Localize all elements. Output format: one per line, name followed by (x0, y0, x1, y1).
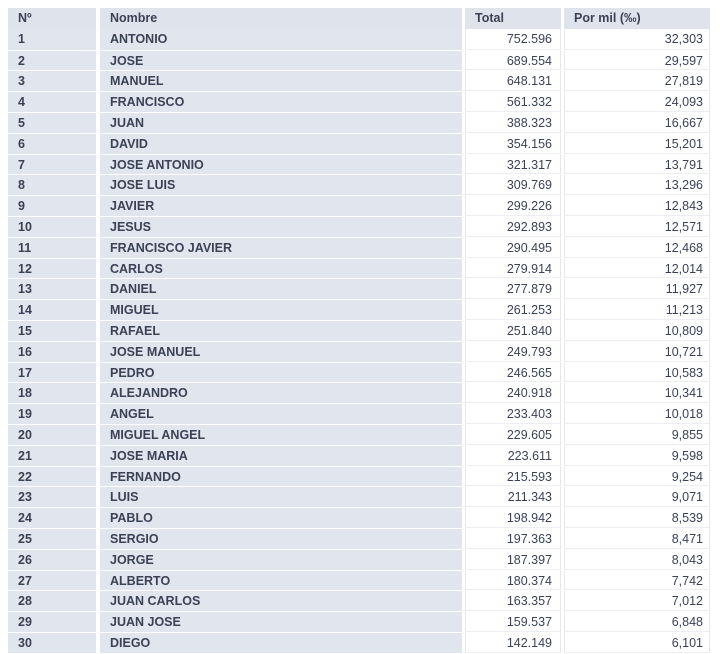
table-row (8, 611, 714, 632)
row-name-cell: JAVIER (100, 195, 462, 216)
table-row (8, 466, 714, 487)
row-num-cell: 14 (8, 299, 96, 320)
row-num-cell: 11 (8, 237, 96, 258)
row-num-cell: 24 (8, 507, 96, 528)
row-total-cell: 752.596 (465, 29, 561, 50)
row-por-mil-cell: 11,927 (564, 278, 710, 299)
row-name-cell: ALEJANDRO (100, 382, 462, 403)
names-table (8, 8, 714, 653)
header-name: Nombre (100, 8, 462, 29)
row-total-cell: 249.793 (465, 341, 561, 362)
row-num-cell: 15 (8, 320, 96, 341)
row-name-cell: CARLOS (100, 258, 462, 279)
table-header-row (8, 8, 714, 29)
row-por-mil-cell: 10,018 (564, 403, 710, 424)
row-por-mil-cell: 24,093 (564, 91, 710, 112)
header-por-mil: Por mil (‰) (564, 8, 710, 29)
row-por-mil-cell: 10,583 (564, 362, 710, 383)
row-name-cell: ALBERTO (100, 570, 462, 591)
row-num-cell: 12 (8, 258, 96, 279)
row-name-cell: SERGIO (100, 528, 462, 549)
row-por-mil-cell: 8,043 (564, 549, 710, 570)
table-row (8, 570, 714, 591)
row-total-cell: 321.317 (465, 154, 561, 175)
row-num-cell: 7 (8, 154, 96, 175)
row-num-cell: 8 (8, 174, 96, 195)
table-row (8, 486, 714, 507)
table-row (8, 403, 714, 424)
row-total-cell: 292.893 (465, 216, 561, 237)
row-por-mil-cell: 11,213 (564, 299, 710, 320)
row-num-cell: 5 (8, 112, 96, 133)
row-num-cell: 16 (8, 341, 96, 362)
row-name-cell: JESUS (100, 216, 462, 237)
table-row (8, 91, 714, 112)
row-por-mil-cell: 13,296 (564, 174, 710, 195)
row-total-cell: 187.397 (465, 549, 561, 570)
row-total-cell: 299.226 (465, 195, 561, 216)
row-num-cell: 3 (8, 70, 96, 91)
row-name-cell: DAVID (100, 133, 462, 154)
row-name-cell: JOSE ANTONIO (100, 154, 462, 175)
row-total-cell: 215.593 (465, 466, 561, 487)
row-total-cell: 388.323 (465, 112, 561, 133)
row-num-cell: 26 (8, 549, 96, 570)
row-name-cell: RAFAEL (100, 320, 462, 341)
row-total-cell: 142.149 (465, 632, 561, 653)
table-row (8, 528, 714, 549)
row-por-mil-cell: 10,721 (564, 341, 710, 362)
table-row (8, 133, 714, 154)
row-por-mil-cell: 27,819 (564, 70, 710, 91)
row-name-cell: JORGE (100, 549, 462, 570)
row-total-cell: 279.914 (465, 258, 561, 279)
table-row (8, 216, 714, 237)
row-por-mil-cell: 12,014 (564, 258, 710, 279)
row-name-cell: MIGUEL (100, 299, 462, 320)
table-row (8, 278, 714, 299)
row-name-cell: LUIS (100, 486, 462, 507)
table-row (8, 112, 714, 133)
table-row (8, 237, 714, 258)
table-row (8, 632, 714, 653)
row-por-mil-cell: 9,071 (564, 486, 710, 507)
row-num-cell: 21 (8, 445, 96, 466)
header-total: Total (465, 8, 561, 29)
table-row (8, 445, 714, 466)
row-num-cell: 18 (8, 382, 96, 403)
table-row (8, 320, 714, 341)
row-num-cell: 13 (8, 278, 96, 299)
row-total-cell: 261.253 (465, 299, 561, 320)
row-num-cell: 28 (8, 590, 96, 611)
row-name-cell: FRANCISCO JAVIER (100, 237, 462, 258)
table-body (8, 29, 714, 653)
row-num-cell: 1 (8, 29, 96, 50)
table-row (8, 29, 714, 50)
table-row (8, 154, 714, 175)
row-name-cell: JUAN CARLOS (100, 590, 462, 611)
row-name-cell: DANIEL (100, 278, 462, 299)
row-num-cell: 29 (8, 611, 96, 632)
row-total-cell: 229.605 (465, 424, 561, 445)
row-num-cell: 20 (8, 424, 96, 445)
row-por-mil-cell: 9,855 (564, 424, 710, 445)
row-total-cell: 240.918 (465, 382, 561, 403)
row-por-mil-cell: 12,571 (564, 216, 710, 237)
row-total-cell: 246.565 (465, 362, 561, 383)
row-name-cell: ANTONIO (100, 29, 462, 50)
row-total-cell: 197.363 (465, 528, 561, 549)
row-por-mil-cell: 10,341 (564, 382, 710, 403)
row-name-cell: DIEGO (100, 632, 462, 653)
row-total-cell: 251.840 (465, 320, 561, 341)
row-name-cell: MIGUEL ANGEL (100, 424, 462, 445)
row-por-mil-cell: 9,598 (564, 445, 710, 466)
row-total-cell: 233.403 (465, 403, 561, 424)
row-num-cell: 4 (8, 91, 96, 112)
table-row (8, 50, 714, 71)
header-num: Nº (8, 8, 96, 29)
row-por-mil-cell: 12,468 (564, 237, 710, 258)
row-num-cell: 17 (8, 362, 96, 383)
table-row (8, 549, 714, 570)
row-num-cell: 6 (8, 133, 96, 154)
row-name-cell: ANGEL (100, 403, 462, 424)
row-name-cell: MANUEL (100, 70, 462, 91)
table-row (8, 195, 714, 216)
row-name-cell: JUAN (100, 112, 462, 133)
row-total-cell: 159.537 (465, 611, 561, 632)
row-name-cell: FERNANDO (100, 466, 462, 487)
row-total-cell: 689.554 (465, 50, 561, 71)
table-row (8, 507, 714, 528)
row-num-cell: 9 (8, 195, 96, 216)
row-total-cell: 354.156 (465, 133, 561, 154)
row-por-mil-cell: 16,667 (564, 112, 710, 133)
row-por-mil-cell: 8,539 (564, 507, 710, 528)
row-name-cell: FRANCISCO (100, 91, 462, 112)
table-row (8, 70, 714, 91)
row-por-mil-cell: 6,848 (564, 611, 710, 632)
row-total-cell: 290.495 (465, 237, 561, 258)
table-row (8, 258, 714, 279)
row-name-cell: JOSE LUIS (100, 174, 462, 195)
row-num-cell: 30 (8, 632, 96, 653)
row-por-mil-cell: 32,303 (564, 29, 710, 50)
row-name-cell: JOSE MARIA (100, 445, 462, 466)
table-row (8, 590, 714, 611)
row-total-cell: 309.769 (465, 174, 561, 195)
row-num-cell: 10 (8, 216, 96, 237)
row-total-cell: 198.942 (465, 507, 561, 528)
row-total-cell: 211.343 (465, 486, 561, 507)
row-total-cell: 277.879 (465, 278, 561, 299)
row-por-mil-cell: 9,254 (564, 466, 710, 487)
table-row (8, 424, 714, 445)
row-num-cell: 19 (8, 403, 96, 424)
row-total-cell: 223.611 (465, 445, 561, 466)
row-total-cell: 561.332 (465, 91, 561, 112)
row-por-mil-cell: 29,597 (564, 50, 710, 71)
row-num-cell: 23 (8, 486, 96, 507)
table-row (8, 341, 714, 362)
row-num-cell: 22 (8, 466, 96, 487)
table-row (8, 362, 714, 383)
row-name-cell: JOSE (100, 50, 462, 71)
row-por-mil-cell: 15,201 (564, 133, 710, 154)
row-por-mil-cell: 13,791 (564, 154, 710, 175)
row-total-cell: 648.131 (465, 70, 561, 91)
row-total-cell: 163.357 (465, 590, 561, 611)
row-por-mil-cell: 7,742 (564, 570, 710, 591)
table-row (8, 299, 714, 320)
row-num-cell: 27 (8, 570, 96, 591)
row-name-cell: PEDRO (100, 362, 462, 383)
table-row (8, 382, 714, 403)
row-total-cell: 180.374 (465, 570, 561, 591)
row-por-mil-cell: 10,809 (564, 320, 710, 341)
row-por-mil-cell: 8,471 (564, 528, 710, 549)
row-num-cell: 2 (8, 50, 96, 71)
table-row (8, 174, 714, 195)
row-por-mil-cell: 7,012 (564, 590, 710, 611)
row-name-cell: JUAN JOSE (100, 611, 462, 632)
row-por-mil-cell: 12,843 (564, 195, 710, 216)
row-name-cell: JOSE MANUEL (100, 341, 462, 362)
row-num-cell: 25 (8, 528, 96, 549)
row-por-mil-cell: 6,101 (564, 632, 710, 653)
row-name-cell: PABLO (100, 507, 462, 528)
